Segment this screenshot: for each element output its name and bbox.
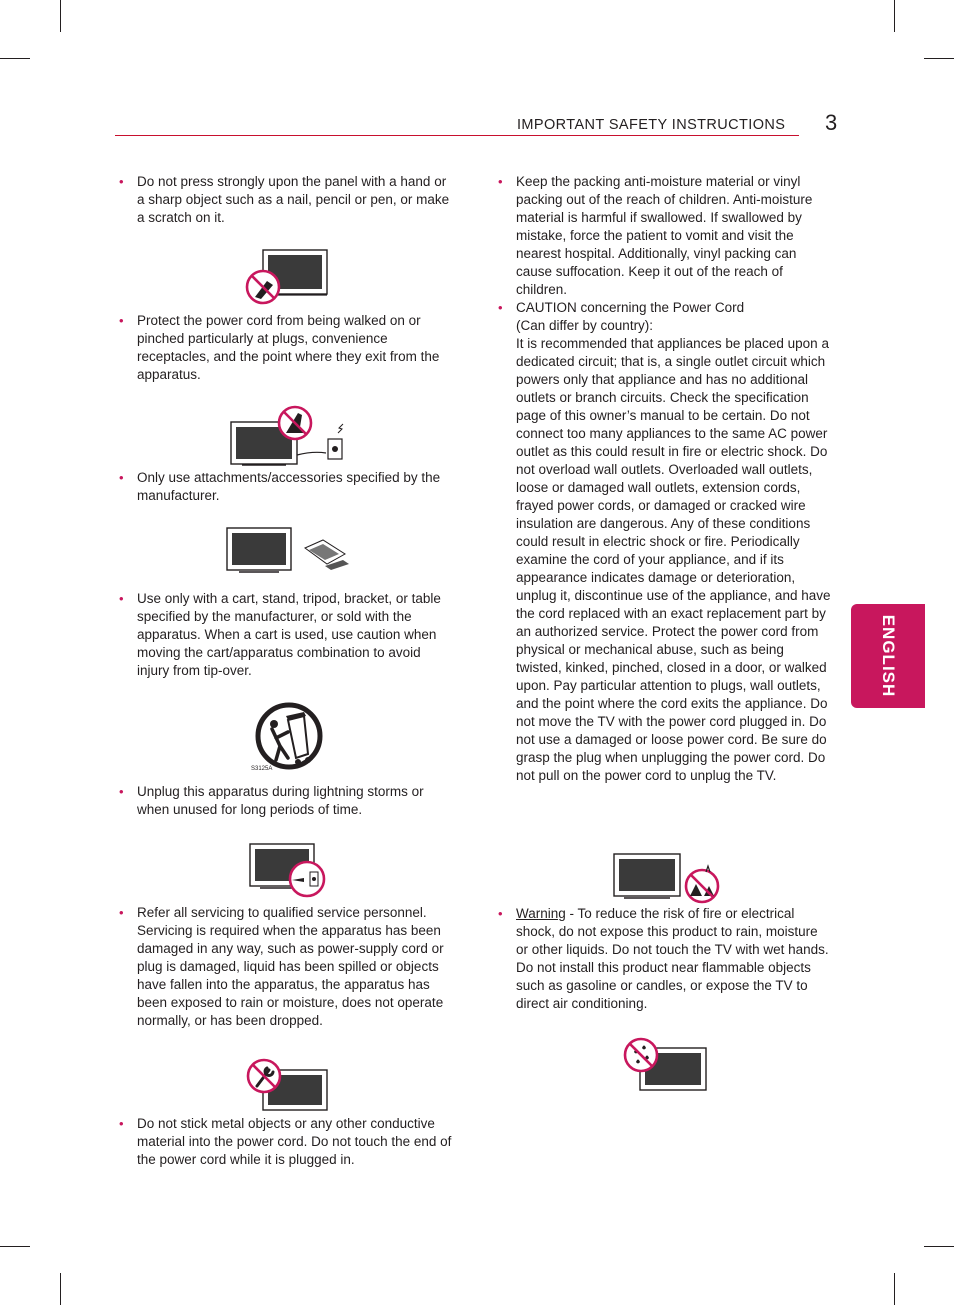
language-tab-label: ENGLISH: [879, 614, 898, 698]
safety-item: [498, 173, 831, 299]
bullet-dot: •: [119, 470, 124, 485]
bullet-dot: •: [119, 1116, 124, 1131]
accessories-illustration: [225, 526, 355, 576]
crop-mark: [924, 1246, 954, 1247]
panel-press-illustration: [245, 247, 331, 307]
safety-item: [119, 312, 452, 384]
safety-text: It is recommended that appliances be placed upon a dedicated circuit; that is, a single outlet circuit which powers only that appliance and has no additional outlets or branch circuits. Check the specification page of this owner’s manual to be certain. Do not connect too many appliances to the same AC power outlet as this could result in fire or electric shock. Do not overload wall outlets. Overloaded wall outlets, loose or damaged wall outlets, extension cords, frayed power cords, or damaged or cracked wire insulation are dangerous. Any of these conditions could result in electric shock or fire. Periodically examine the cord of your appliance, and if its appearance indicates damage or deterioration, unplug it, discontinue use of the appliance, and have the cord replaced with an exact replacement part by an authorized service. Protect the power cord from physical or mechanical abuse, such as being twisted, kinked, pinched, closed in a door, or walked upon. Pay particular attention to plugs, wall outlets, and the point where the cord exits the appliance. Do not move the TV with the power cord plugged in. Do not use a damaged or loose power cord. Be sure do grasp the plug when unplugging the power cord. Do not pull on the power cord to unplug the TV.: [516, 336, 831, 783]
bullet-dot: •: [498, 906, 503, 921]
warning-text: - To reduce the risk of fire or electrical shock, do not expose this product to rain, moisture or other liquids. Do not touch the TV with wet hands. Do not install this product near flammable objects such as gasoline or candles, or expose the TV to direct air conditioning.: [516, 906, 829, 1011]
cart-code-label: S3125A: [251, 766, 273, 772]
safety-item: [119, 783, 452, 819]
safety-item: [119, 1115, 457, 1169]
bullet-dot: •: [498, 174, 503, 189]
safety-text: [516, 905, 831, 1013]
caution-subheading: (Can differ by country):: [516, 318, 654, 333]
crop-mark: [894, 0, 895, 32]
crop-mark: [0, 58, 30, 59]
bullet-dot: •: [119, 174, 124, 189]
bullet-dot: •: [119, 313, 124, 328]
bullet-dot: •: [119, 905, 124, 920]
power-cord-illustration: [228, 405, 358, 470]
safety-item: [119, 904, 452, 1030]
bullet-dot: •: [119, 784, 124, 799]
safety-item: [119, 590, 452, 680]
page-title: IMPORTANT SAFETY INSTRUCTIONS: [517, 117, 786, 133]
wet-hands-illustration: [622, 1036, 710, 1094]
warning-label: Warning: [516, 906, 566, 921]
unplug-illustration: [248, 842, 328, 900]
safety-text: Unplug this apparatus during lightning storms or when unused for long periods of time.: [137, 784, 424, 817]
service-illustration: [245, 1056, 331, 1114]
bullet-dot: •: [498, 300, 503, 315]
safety-text: Refer all servicing to qualified service personnel. Servicing is required when the apparatus has been damaged in any way, such as power-supply cord or plug is damaged, liquid has been spilled or objects have fallen into the apparatus, the apparatus has been exposed to rain or moisture, does not operate normally, or has been dropped.: [137, 905, 444, 1028]
language-tab[interactable]: [851, 604, 925, 708]
liquid-warning-illustration: [612, 852, 727, 904]
safety-text: Do not press strongly upon the panel with a hand or a sharp object such as a nail, pencil or pen, or make a scratch on it.: [137, 174, 450, 225]
crop-mark: [924, 58, 954, 59]
safety-text: Use only with a cart, stand, tripod, bracket, or table specified by the manufacturer, or sold with the apparatus. When a cart is used, use caution when moving the cart/apparatus combination to avoid injury from tip-over.: [137, 591, 441, 678]
crop-mark: [0, 1246, 30, 1247]
crop-mark: [894, 1273, 895, 1305]
safety-text: Protect the power cord from being walked on or pinched particularly at plugs, convenience receptacles, and the point where they exit from the apparatus.: [137, 313, 440, 382]
crop-mark: [60, 0, 61, 32]
safety-text: Only use attachments/accessories specified by the manufacturer.: [137, 470, 441, 503]
page-number: 3: [825, 110, 838, 135]
safety-item: [119, 469, 452, 505]
safety-text: Keep the packing anti-moisture material or vinyl packing out of the reach of children. Anti-moisture material is harmful if swallowed. If swallowed by mistake, force the patient to vomit and visit the nearest hospital. Additionally, vinyl packing can cause suffocation. Keep it out of the reach of children.: [516, 174, 813, 297]
safety-text: Do not stick metal objects or any other conductive material into the power cord. Do not touch the end of the power cord while it is plugged in.: [137, 1116, 452, 1167]
safety-item: [119, 173, 452, 227]
safety-item: [498, 905, 831, 1013]
caution-heading: CAUTION concerning the Power Cord: [516, 300, 745, 315]
header-rule: [115, 135, 799, 136]
bullet-dot: •: [119, 591, 124, 606]
crop-mark: [60, 1273, 61, 1305]
safety-item: [498, 299, 831, 785]
